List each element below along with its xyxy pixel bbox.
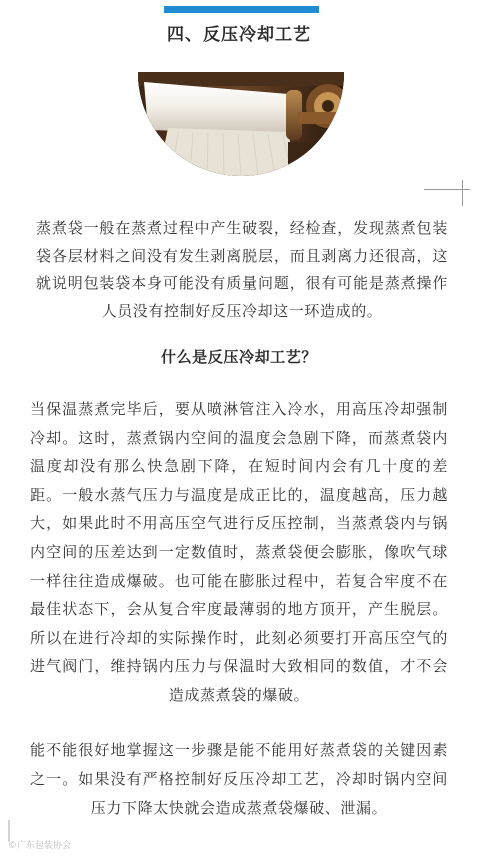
- closing-paragraph: 能不能很好地掌握这一步骤是能不能用好蒸煮袋的关键因素之一。如果没有严格控制好反压冷却工艺，冷却时锅内空间压力下降太快就会造成蒸煮袋爆破、泄漏。: [30, 741, 448, 817]
- subheading: 什么是反压冷却工艺？: [160, 348, 317, 366]
- section-title: 四、反压冷却工艺: [167, 25, 311, 45]
- textile-roller-photo-icon: [138, 72, 344, 176]
- watermark-text: ©广东包装协会: [8, 841, 72, 851]
- title-accent-bar: [164, 6, 319, 13]
- intro-paragraph: 蒸煮袋一般在蒸煮过程中产生破裂，经检查，发现蒸煮包装袋各层材料之间没有发生剥离脱层，而且剥离力还很高，这就说明包装袋本身可能没有质量问题，很有可能是蒸煮操作人员没有控制好反压冷却这一环造成的。: [36, 219, 448, 320]
- body-paragraph: 当保温蒸煮完毕后，要从喷淋管注入冷水，用高压冷却强制冷却。这时，蒸煮锅内空间的温度会急剧下降，而蒸煮袋内温度却没有那么快急剧下降，在短时间内会有几十度的差距。一般水蒸气压力与温度是成正比的，温度越高，压力越大，如果此时不用高压空气进行反压控制，当蒸煮袋内与锅内空间的压差达到一定数值时，蒸煮袋便会膨胀，像吹气球一样往往造成爆破。也可能在膨胀过程中，若复合牢度不在最佳状态下，会从复合牢度最薄弱的地方顶开，产生脱层。所以在进行冷却的实际操作时，此刻必须要打开高压空气的进气阀门，维持锅内压力与保温时大致相同的数值，才不会造成蒸煮袋的爆破。: [30, 400, 448, 704]
- decorative-divider: [424, 189, 470, 190]
- hero-image: [138, 72, 344, 176]
- decorative-divider-vertical: [462, 180, 463, 206]
